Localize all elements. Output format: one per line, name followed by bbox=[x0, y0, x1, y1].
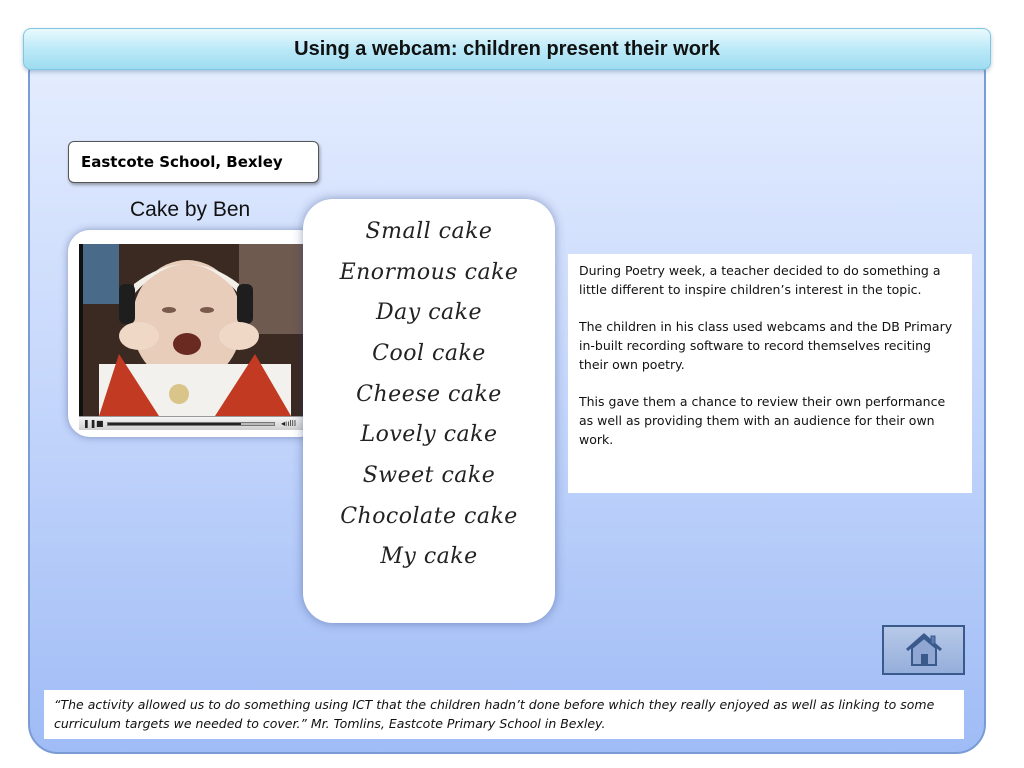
page-title: Using a webcam: children present their work bbox=[294, 37, 720, 60]
poem-line: Small cake bbox=[365, 218, 493, 244]
description-paragraph: This gave them a chance to review their own performance as well as providing them with an audience for their own work. bbox=[579, 394, 946, 447]
school-label-box bbox=[68, 141, 319, 183]
poem-line: Chocolate cake bbox=[340, 503, 518, 529]
child-video-frame-image bbox=[79, 244, 311, 416]
poem-line: Cool cake bbox=[372, 340, 486, 366]
volume-icon[interactable]: ◂ıılll bbox=[281, 419, 297, 428]
poem-line: My cake bbox=[380, 544, 478, 570]
poem-line: Day cake bbox=[376, 300, 482, 326]
video-thumbnail[interactable] bbox=[79, 244, 311, 416]
video-controls bbox=[79, 416, 311, 430]
video-caption: Cake by Ben bbox=[130, 198, 251, 221]
video-progress-bar[interactable] bbox=[107, 422, 275, 426]
home-button[interactable] bbox=[882, 625, 965, 675]
poem-line: Sweet cake bbox=[362, 462, 496, 488]
stop-icon[interactable]: ■ bbox=[96, 419, 104, 428]
poem-line: Lovely cake bbox=[360, 422, 498, 448]
video-progress-fill bbox=[108, 423, 241, 425]
video-player[interactable] bbox=[68, 230, 322, 437]
description-box bbox=[568, 254, 972, 493]
description-paragraph: The children in his class used webcams and the DB Primary in-built recording software to record themselves reciting their own poetry. bbox=[579, 319, 953, 372]
testimonial-box bbox=[44, 690, 964, 739]
school-name: Eastcote School, Bexley bbox=[81, 153, 283, 171]
play-pause-icon[interactable]: ❚❚ bbox=[83, 419, 97, 428]
description-paragraph: During Poetry week, a teacher decided to do something a little different to inspire children’s interest in the topic. bbox=[579, 263, 941, 297]
testimonial-quote: “The activity allowed us to do something using ICT that the children hadn’t done before which they really enjoyed as well as linking to some curriculum targets we needed to cover.” Mr. Tomlins, Eastcote Primary School in Bexley. bbox=[54, 697, 935, 731]
home-icon bbox=[904, 630, 944, 670]
poem-line: Enormous cake bbox=[339, 259, 519, 285]
poem-line: Cheese cake bbox=[356, 381, 502, 407]
poem-card bbox=[303, 199, 555, 623]
title-bar bbox=[23, 28, 991, 70]
